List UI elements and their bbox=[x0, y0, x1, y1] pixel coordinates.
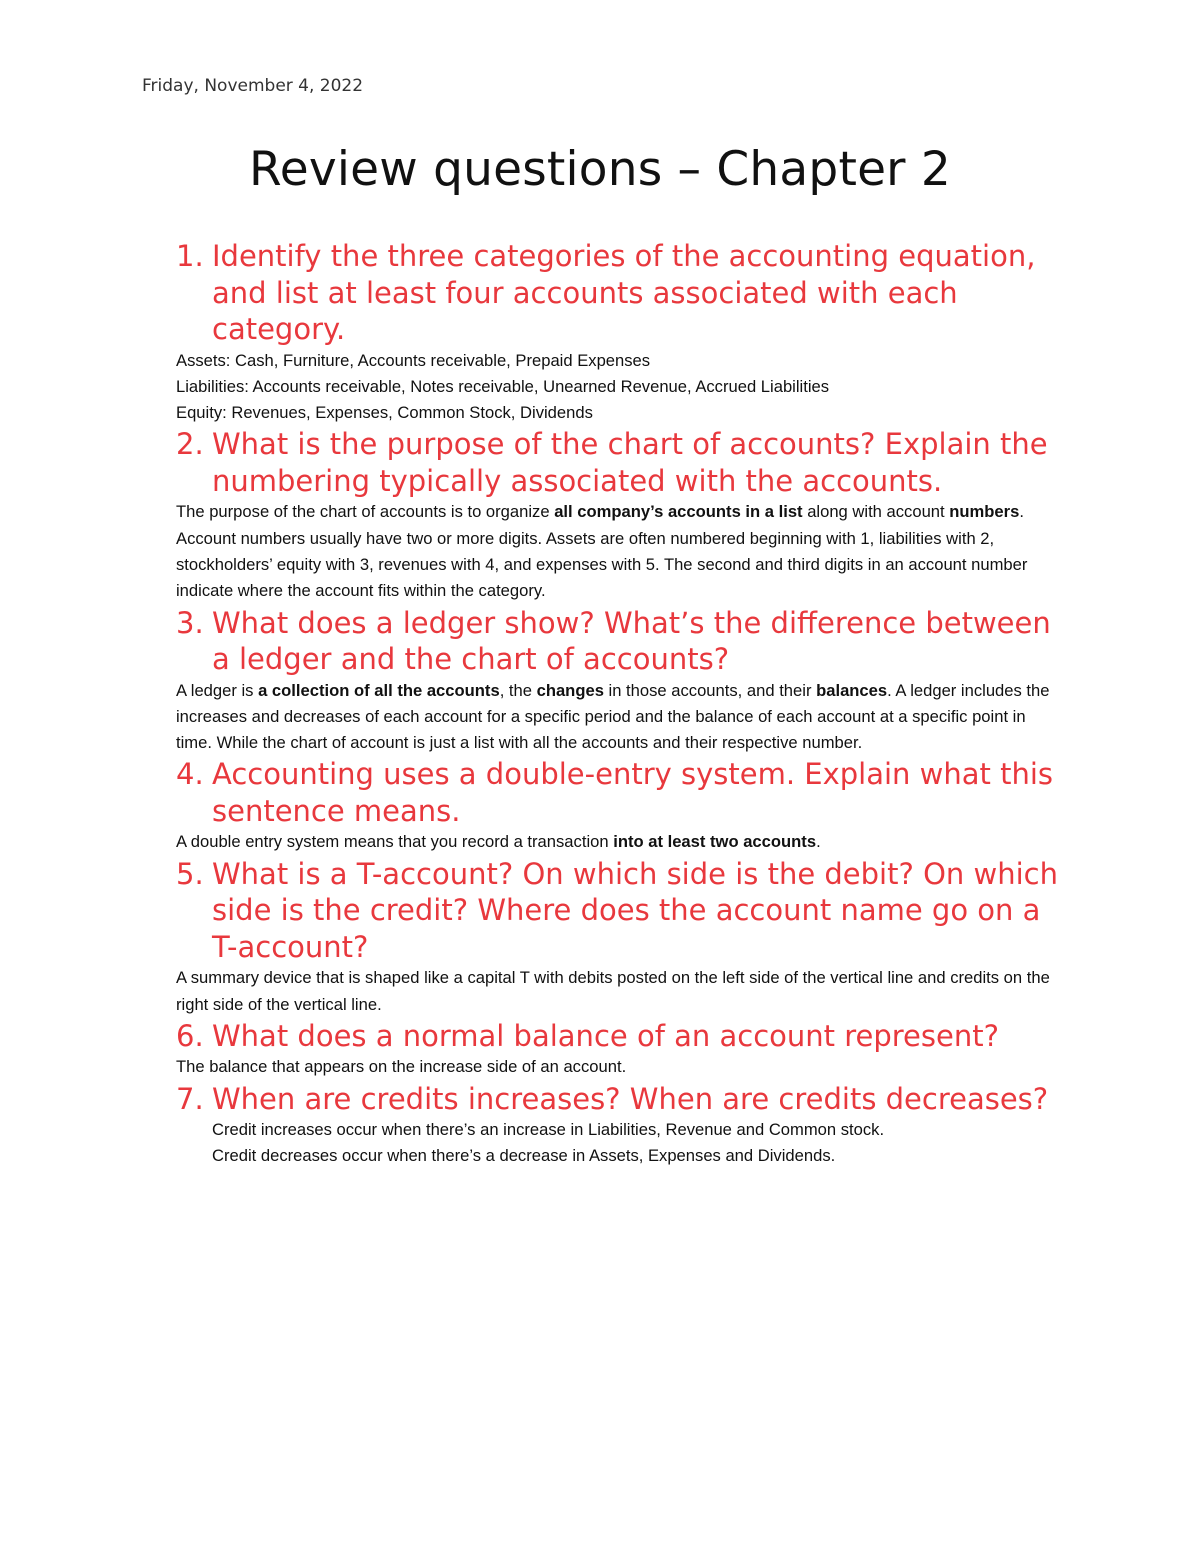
answer-text: The balance that appears on the increase side of an account. bbox=[176, 1057, 627, 1077]
question-3 bbox=[176, 605, 1076, 678]
question-number: 6. bbox=[176, 1018, 204, 1053]
answer-text: . Account numbers usually have two or more digits. Assets are often numbered beginning with 1, liabilities with 2, stockholders’ equity with 3, revenues with 4, and expenses with 5. The second and third digits in an account number indicate where the account fits within the category. bbox=[176, 502, 1028, 601]
answer-text: along with account bbox=[802, 502, 950, 522]
answer-text: , the bbox=[499, 680, 537, 700]
answer-text: The purpose of the chart of accounts is to organize bbox=[176, 502, 555, 522]
answer-paragraph bbox=[176, 1143, 1056, 1169]
answer-paragraph bbox=[176, 374, 1056, 400]
document-title: Review questions – Chapter 2 bbox=[249, 142, 951, 197]
question-text: Accounting uses a double-entry system. Explain what this sentence means. bbox=[212, 757, 1054, 828]
answer-text: A double entry system means that you record a transaction bbox=[176, 832, 614, 852]
question-5 bbox=[176, 856, 1076, 966]
answer-paragraph bbox=[176, 499, 1056, 604]
answer-emphasis: balances bbox=[816, 680, 888, 700]
question-text: What is the purpose of the chart of accounts? Explain the numbering typically associated with the accounts. bbox=[212, 427, 1048, 498]
document-date: Friday, November 4, 2022 bbox=[142, 76, 364, 96]
answer-paragraph bbox=[176, 400, 1056, 426]
answer-emphasis: all company’s accounts in a list bbox=[554, 502, 803, 522]
question-1 bbox=[176, 238, 1076, 348]
question-6 bbox=[176, 1018, 1076, 1055]
question-number: 1. bbox=[176, 239, 204, 273]
answer-paragraph bbox=[176, 348, 1056, 374]
answer-text: A summary device that is shaped like a capital T with debits posted on the left side of the vertical line and credits on the right side of the vertical line. bbox=[176, 968, 1050, 1014]
answer-text: in those accounts, and their bbox=[603, 680, 817, 700]
question-number: 7. bbox=[176, 1081, 204, 1116]
answer-text: . bbox=[816, 832, 821, 852]
answer-emphasis: into at least two accounts bbox=[613, 832, 817, 852]
answer-text: . A ledger includes the increases and decreases of each account for a specific period and the balance of each account at a specific point in time. While the chart of account is just a list with all the accounts and their respective number. bbox=[176, 680, 1050, 753]
answer-text: Liabilities: Accounts receivable, Notes receivable, Unearned Revenue, Accrued Liabilities bbox=[176, 376, 830, 396]
question-text: Identify the three categories of the accounting equation, and list at least four accounts associated with each category. bbox=[212, 239, 1036, 346]
question-4 bbox=[176, 756, 1076, 829]
question-text: What is a T-account? On which side is the debit? On which side is the credit? Where does the account name go on a T-account? bbox=[212, 856, 1058, 964]
answer-paragraph bbox=[176, 1117, 1056, 1143]
question-number: 4. bbox=[176, 757, 204, 792]
answer-emphasis: a collection of all the accounts bbox=[258, 680, 500, 700]
answer-emphasis: numbers bbox=[949, 502, 1020, 522]
question-number: 2. bbox=[176, 427, 204, 462]
answer-paragraph bbox=[176, 1054, 1056, 1080]
question-text: What does a normal balance of an account represent? bbox=[212, 1018, 999, 1053]
question-number: 5. bbox=[176, 856, 204, 891]
answer-paragraph bbox=[176, 965, 1056, 1018]
answer-text: Credit decreases occur when there’s a decrease in Assets, Expenses and Dividends. bbox=[212, 1146, 836, 1166]
answer-text: Assets: Cash, Furniture, Accounts receivable, Prepaid Expenses bbox=[176, 350, 651, 370]
answer-text: A ledger is bbox=[176, 680, 259, 700]
question-number: 3. bbox=[176, 605, 204, 640]
answer-text: Credit increases occur when there’s an increase in Liabilities, Revenue and Common stock. bbox=[212, 1120, 885, 1140]
question-2 bbox=[176, 426, 1076, 499]
questions-list bbox=[176, 238, 1076, 1170]
question-text: What does a ledger show? What’s the difference between a ledger and the chart of accounts? bbox=[212, 605, 1051, 677]
question-text: When are credits increases? When are credits decreases? bbox=[212, 1081, 1049, 1116]
answer-text: Equity: Revenues, Expenses, Common Stock, Dividends bbox=[176, 403, 593, 423]
answer-paragraph bbox=[176, 678, 1056, 757]
question-7 bbox=[176, 1081, 1076, 1118]
answer-paragraph bbox=[176, 829, 1056, 855]
answer-emphasis: changes bbox=[536, 680, 604, 700]
